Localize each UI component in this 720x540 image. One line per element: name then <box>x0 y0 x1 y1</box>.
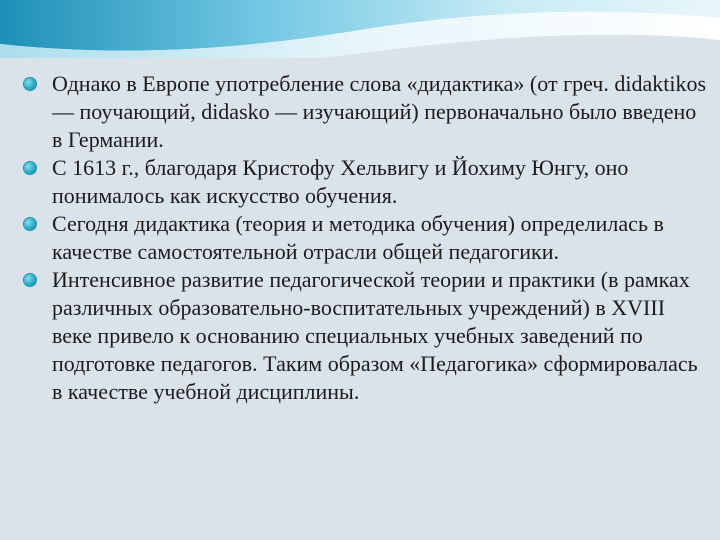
circle-bullet-icon <box>24 78 36 90</box>
list-item <box>20 70 710 154</box>
circle-bullet-icon <box>24 274 36 286</box>
bullet-text: С 1613 г., благодаря Кристофу Хельвигу и Йохиму Юнгу, оно понималось как искусство обучения. <box>52 155 629 208</box>
list-item <box>20 154 710 210</box>
bullet-text: Сегодня дидактика (теория и методика обучения) определилась в качестве самостоятельной отрасли общей педагогики. <box>52 211 664 264</box>
bullet-text: Интенсивное развитие педагогической теории и практики (в рамках различных образовательно-воспитательных учреждений) в XVIII веке привело к основанию специальных учебных заведений по подготовке педагогов. Таким образом «Педагогика» сформировалась в качестве учебной дисциплины. <box>52 267 698 404</box>
circle-bullet-icon <box>24 218 36 230</box>
bullet-list <box>20 70 710 406</box>
circle-bullet-icon <box>24 162 36 174</box>
bullet-text: Однако в Европе употребление слова «дидактика» (от греч. didaktikos — поучающий, didasko — изучающий) первоначально было введено в Германии. <box>52 71 707 152</box>
list-item <box>20 210 710 266</box>
list-item <box>20 266 710 406</box>
